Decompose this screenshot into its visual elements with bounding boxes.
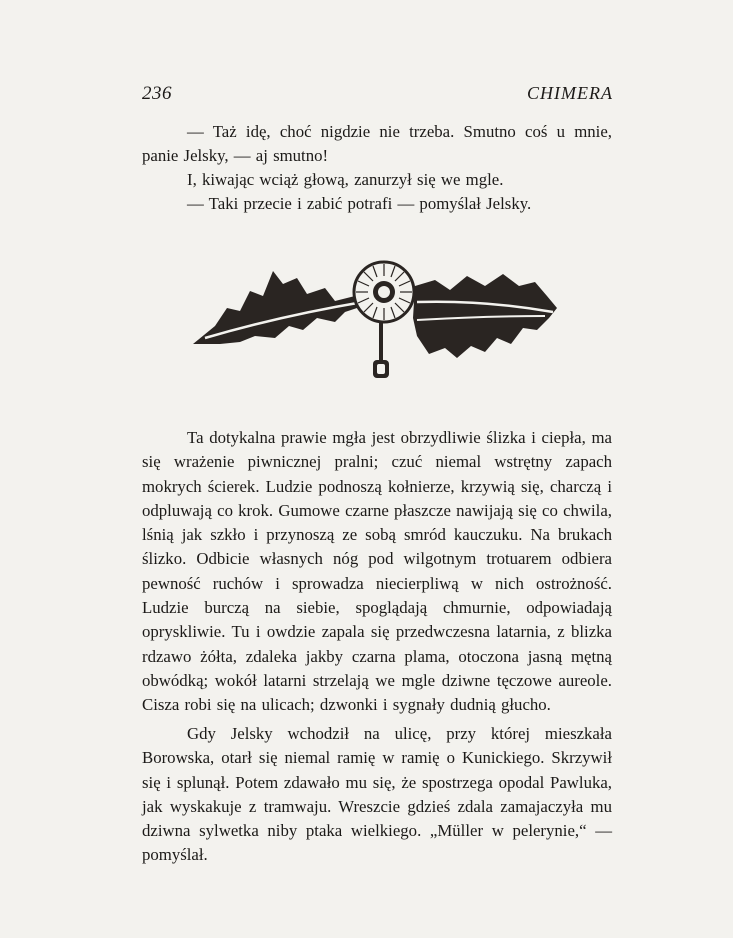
paragraph-5: Gdy Jelsky wchodził na ulicę, przy której mieszkała Borowska, otarł się niemal ramię w ramię o Kunickiego. Skrzywił się i splunął. Potem zdawało mu się, że spostrzega opodal Pawluka, jak wyskakuje z tramwaju. Wreszcie gdzieś zdala zamajaczyła mu dziwna sylwetka niby ptaka wielkiego. „Müller w pelerynie,“ — pomyślał. [142,724,612,865]
paragraph-3: — Taki przecie i zabić potrafi — pomyślał Jelsky. [187,194,532,213]
page-number: 236 [142,83,172,104]
paragraph-4: Ta dotykalna prawie mgła jest obrzydliwie ślizka i ciepła, ma się wrażenie piwnicznej pralni; czuć niemal wstrętny zapach mokrych ścierek. Ludzie podnoszą kołnierze, krzywią się, charczą i odpluwają co krok. Gumowe czarne płaszcze nawijają się co chwila, lśnią jak szkło i przynoszą ze sobą smród kauczuku. Na brukach ślizko. Odbicie własnych nóg pod wilgotnym trotuarem odbiera pewność ruchów i sprowadza niecierpliwą w nich ostrożność. Ludzie burczą na siebie, spoglądają chmurnie, odpowiadają opryskliwie. Tu i owdzie zapala się przedwczesna latarnia, z blizka rdzawo żółta, zdaleka jakby czarna plama, otoczona jasną mętną obwódką; wokół latarni strzelają we mgle dziwne tęczowe aureole. Cisza robi się na ulicach; dzwonki i sygnały dudnią głucho. [142,428,612,715]
paragraph-2: I, kiwając wciąż głową, zanurzył się we mgle. [187,170,504,189]
paragraph-1: — Taż idę, choć nigdzie nie trzeba. Smutno coś u mnie, panie Jelsky, — aj smutno! [142,122,612,166]
running-head: CHIMERA [527,83,613,103]
dandelion-ornament-icon [185,256,565,386]
